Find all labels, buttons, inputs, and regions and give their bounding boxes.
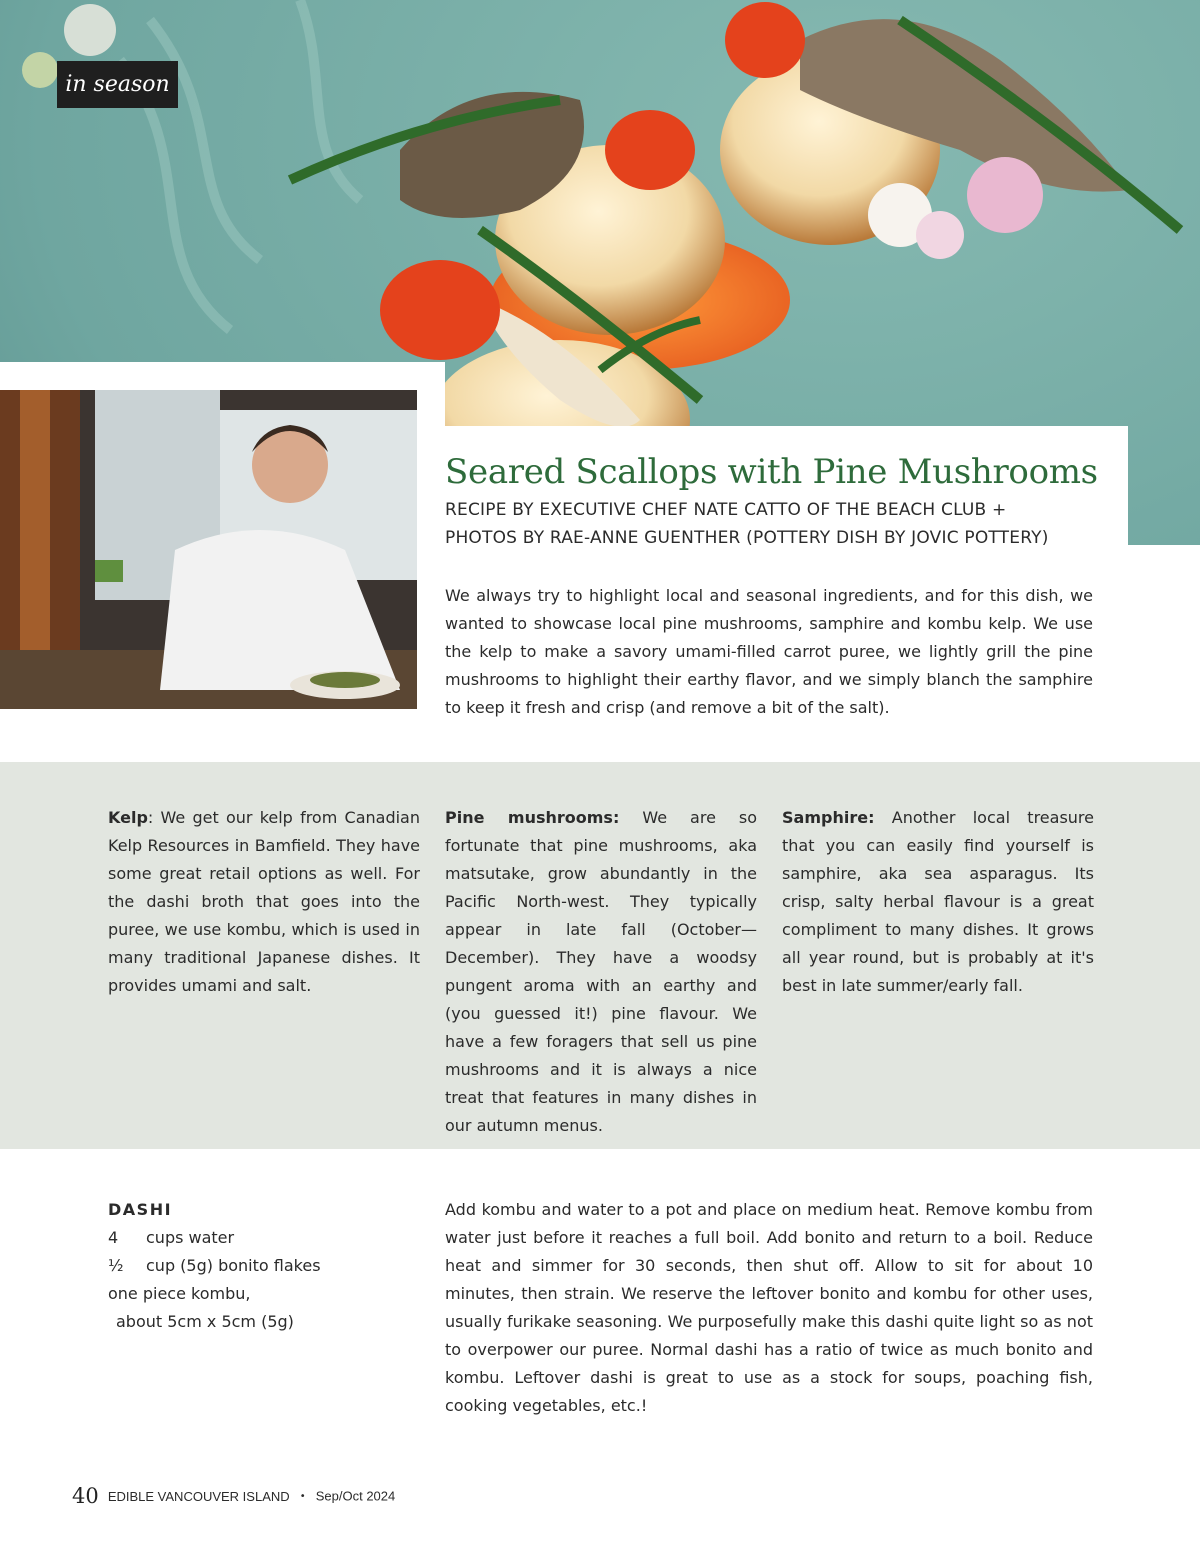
magazine-name: EDIBLE VANCOUVER ISLAND [107, 1488, 290, 1504]
footer-separator: • [299, 1490, 306, 1502]
article-title: Seared Scallops with Pine Mushrooms [445, 452, 1098, 492]
page-number: 40 [72, 1484, 99, 1508]
ingredient-line [108, 1224, 234, 1252]
ingredient-qty: ½ [108, 1256, 124, 1275]
ingredient-line: about 5cm x 5cm (5g) [116, 1312, 294, 1331]
pine-mushrooms-text: We are so fortunate that pine mushrooms, aka matsutake, grow abundantly in the Pacific North-west. They typically appear in late fall (October—December). They have a woodsy pungent aroma with an earthy and (you guessed it!) pine flavour. We have a few foragers that sell us pine mushrooms and it is always a nice treat that features in many dishes in our autumn menus. [445, 808, 758, 1135]
intro-paragraph: We always try to highlight local and seasonal ingredients, and for this dish, we wanted to showcase local pine mushrooms, samphire and kombu kelp. We use the kelp to make a savory umami-filled carrot puree, we lightly grill the pine mushrooms to highlight their earthy flavor, and we simply blanch the samphire to keep it fresh and crisp (and remove a bit of the salt). [445, 586, 1093, 717]
pine-mushrooms-label: Pine mushrooms: [445, 808, 620, 827]
credit-line-1: RECIPE BY EXECUTIVE CHEF NATE CATTO OF THE BEACH CLUB + [445, 500, 1007, 520]
samphire-text: Another local treasure that you can easily find yourself is samphire, aka sea asparagus. Its crisp, salty herbal flavour is a great compliment to many dishes. It grows all year round, but is probably at it's best in late summer/early fall. [782, 808, 1094, 995]
page-footer [72, 1484, 395, 1508]
kelp-text: : We get our kelp from Canadian Kelp Resources in Bamfield. They have some great retail options as well. For the dashi broth that goes into the puree, we use kombu, which is used in many traditional Japanese dishes. It provides umami and salt. [108, 808, 420, 995]
section-tag: in season [57, 61, 178, 108]
ingredient-qty: 4 [108, 1228, 119, 1247]
dashi-heading: DASHI [108, 1200, 173, 1219]
dashi-method: Add kombu and water to a pot and place on medium heat. Remove kombu from water just before it reaches a full boil. Add bonito and return to a boil. Reduce heat and simmer for 30 seconds, then shut off. Allow to sit for about 10 minutes, then strain. We reserve the leftover bonito and kombu for other uses, usually furikake seasoning. We purposefully make this dashi quite light so as not to overpower our puree. Normal dashi has a ratio of twice as much bonito and kombu. Leftover dashi is great to use as a stock for soups, poaching fish, cooking vegetables, etc.! [445, 1200, 1093, 1415]
kelp-column [108, 804, 420, 1000]
samphire-column [782, 804, 1094, 1000]
ingredient-line [108, 1252, 321, 1280]
ingredient-text: cup (5g) bonito flakes [146, 1256, 321, 1275]
kelp-label: Kelp [108, 808, 148, 827]
issue-date: Sep/Oct 2024 [315, 1488, 396, 1504]
credit-line-2: PHOTOS BY RAE-ANNE GUENTHER (POTTERY DISH BY JOVIC POTTERY) [445, 528, 1049, 548]
chef-photo [0, 390, 417, 709]
ingredient-text: cups water [146, 1228, 235, 1247]
pine-mushrooms-column [445, 804, 757, 1140]
ingredient-line: one piece kombu, [108, 1284, 251, 1303]
samphire-label: Samphire: [782, 808, 875, 827]
chef-portrait-photo-icon [0, 390, 417, 709]
